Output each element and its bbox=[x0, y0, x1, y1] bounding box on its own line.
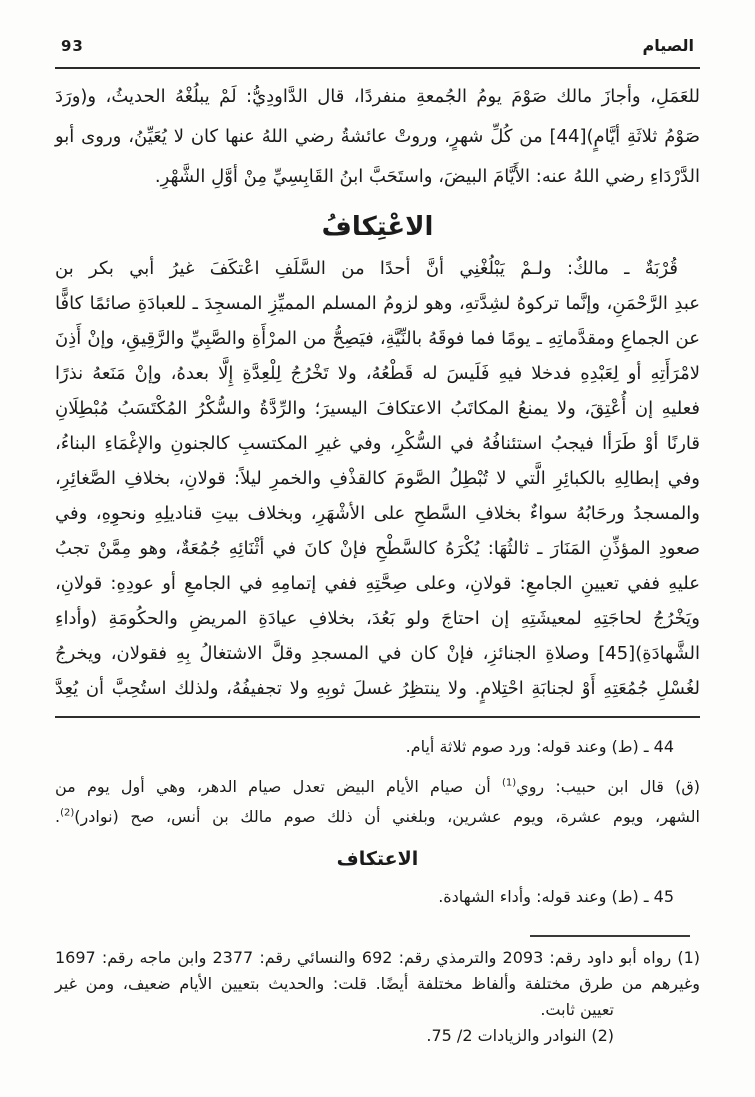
text-line: للعَمَلِ، وأجازَ مالك صَوْمَ يومُ الجُمعةِ منفردًا، قال الدَّاودِيُّ: لَمْ يبلُغْهُ الحديثُ، و(ورَدَ bbox=[55, 86, 700, 107]
footnote-qaf-line2 bbox=[55, 802, 700, 832]
text-line: عن الجماعِ ومقدَّماتِهِ ـ يومًا فما فوقَهُ بالنِّيَّةِ، فيَصِحُّ من المرْأَةِ والصَّبِيِّ والرَّقِيقِ، وإنْ أَذِنَ bbox=[55, 328, 700, 349]
footnote-ref-1: (1) bbox=[501, 777, 517, 789]
text-line: عليهِ ففي تعيينِ الجامعِ: قولانِ، وعلى صِحَّتِهِ ففي إتمامِهِ في الجامعِ أو عودِهِ: قولانِ، bbox=[55, 573, 700, 594]
footnote-text: الشهر، ويوم عشرة، ويوم عشرين، وبلغني أن ذلك صوم مالك بن أنس، صح (نوادر) bbox=[74, 807, 700, 826]
footnote-ref-2: (2) bbox=[60, 807, 75, 819]
reference-2: (2) النوادر والزيادات 2/ 75. bbox=[426, 1026, 614, 1045]
text-line: الدَّرْدَاءِ رضي اللهُ عنه: الأَيَّامَ البيضَ، واستَحَبَّ ابنُ القَابِسِيِّ مِنْ أوَّلِ الشَّهْرِ. bbox=[154, 166, 700, 187]
chapter-paragraph bbox=[55, 251, 700, 706]
references-separator bbox=[530, 935, 690, 937]
text-line: لامْرَأَتِهِ أو لِعَبْدِهِ فدخلا فيهِ فَلَيسَ له قَطْعُهُ، ولا تَخْرُجُ لِلْعِدَّةِ إِلَّا بعدهُ، وإنْ مَنَعهُ نذرًا bbox=[55, 363, 700, 384]
chapter-heading: الاعْتِكافُ bbox=[321, 212, 434, 242]
reference-1-line: (1) رواه أبو داود رقم: 2093 والترمذي رقم: 692 والنسائي رقم: 2377 وابن ماجه رقم: 1697 bbox=[55, 948, 701, 967]
text-line: ويَخْرُجُ لحاجَتِهِ لمعيشَتِهِ إن احتاجَ ولو بَعُدَ، بخلافِ عيادَةِ المريضِ والحكُومَةِ (وأداءِ bbox=[55, 608, 700, 629]
footnote-rule bbox=[55, 716, 700, 718]
text-line: لغُسْلِ جُمُعَتِهِ أَوْ لجنابَةِ احْتِلامٍ. ولا ينتظِرُ غسلَ ثوبِهِ ولا تجفيفُهُ، ولذلك استُحِبَّ أن يُعِدَّ bbox=[55, 678, 700, 699]
text-line: وفي إبطالِهِ بالكبائِرِ الَّتي لا تُبْطِلُ الصَّومَ كالقذْفِ والخمرِ ليلاً: قولانِ، بخلافِ الصَّغائِرِ، bbox=[55, 468, 700, 489]
text-line: والمسجدُ ورحَابُهُ سواءٌ بخلافِ السَّطحِ على الأشْهَرِ، وبخلاف بيتِ قناديلِهِ ونحوِهِ، وفي bbox=[55, 503, 700, 524]
footnote-text: . bbox=[55, 807, 61, 826]
footnote-45: 45 ـ (ط) وعند قوله: وأداء الشهادة. bbox=[438, 887, 674, 906]
text-line: قُرْبَةٌ ـ مالكٌ: ولـمْ يَبْلُغْنِي أنَّ أحدًا من السَّلَفِ اعْتكَفَ غيرُ أبي بكر بن bbox=[55, 258, 678, 279]
text-line: صعودِ المؤذِّنِ المَنَارَ ـ ثالثُهَا: يُكْرَهُ كالسَّطْحِ فإنْ كانَ في أثْنَائِهِ جُمُعَةٌ، وهو مِمَّنْ تجبُ bbox=[55, 538, 700, 559]
footnotes-block bbox=[55, 734, 700, 909]
footnote-subheading: الاعتكاف bbox=[336, 848, 419, 870]
page-number: 93 bbox=[61, 37, 84, 55]
text-line: قارنًا أوْ طَرَأا فيجبُ استئنافُهُ في السُّكْرِ، وفي غيرِ المكتسبِ كالجنونِ والإغْمَاءِ البناءُ، bbox=[55, 433, 700, 454]
page-header bbox=[55, 36, 700, 55]
main-text bbox=[55, 77, 700, 706]
text-line: عبدِ الرَّحْمَنِ، وإنَّما تركوهُ لشِدَّتهِ، وهو لزومُ المسلم المميِّزِ المسجِدَ ـ للعبادَةِ صائمًا كافًّا bbox=[55, 293, 700, 314]
footnote-44: 44 ـ (ط) وعند قوله: ورد صوم ثلاثة أيام. bbox=[405, 737, 674, 756]
running-title: الصيام bbox=[642, 36, 694, 55]
text-line: الشَّهادَةِ)[45] وصلاةِ الجنائزِ، فإنْ كان في المسجدِ وقلَّ الاشتغالُ بِهِ فقولان، ويخرجُ bbox=[55, 643, 700, 664]
header-rule bbox=[55, 67, 700, 69]
text-line: فعليهِ إن أُعْتِقَ، ولا يمنعُ المكاتَبُ الاعتكافَ اليسيرَ؛ والرِّدَّةُ والسُّكْرُ المُكْتَسَبُ مُبْطِلَانِ bbox=[55, 398, 700, 419]
footnote-text: (ق) قال ابن حبيب: روي bbox=[516, 777, 701, 796]
intro-paragraph bbox=[55, 77, 700, 197]
text-line: صَوْمُ ثلاثَةِ أيَّامٍ)[44] من كُلِّ شهرٍ، وروتْ عائشةُ رضي اللهُ عنها كان لا يُعَيِّنُ، وروى أبو bbox=[55, 126, 700, 147]
footnote-text: أن صيام الأيام البيض تعدل صيام الدهر، وهي أول يوم من bbox=[55, 777, 502, 796]
reference-1-line: وغيرهم من طرق مختلفة وألفاظ مختلفة أيضًا. قلت: والحديث بتعيين الأيام ضعيف، ومن غير bbox=[55, 974, 700, 993]
reference-1-line: تعيين ثابت. bbox=[540, 1000, 614, 1019]
references-block bbox=[55, 945, 700, 1049]
footnote-qaf-line1 bbox=[55, 772, 700, 802]
footnote-qaf bbox=[55, 772, 700, 832]
